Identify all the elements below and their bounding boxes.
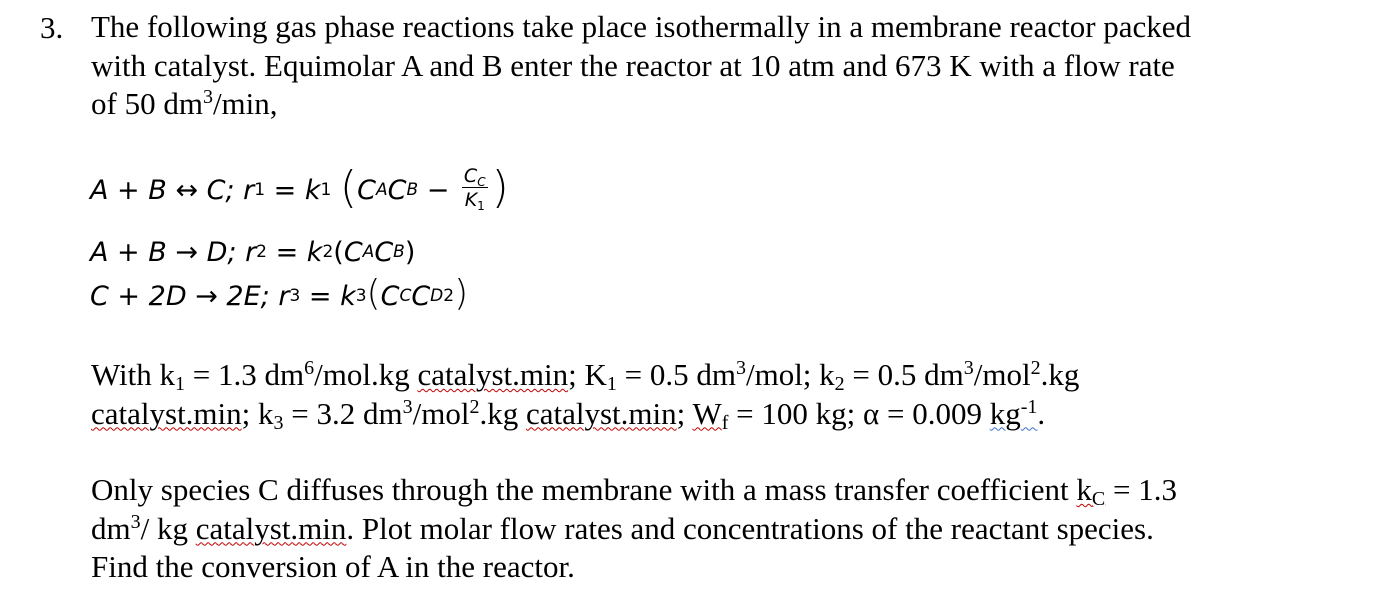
spellcheck-word: catalyst.min: [91, 395, 242, 431]
reaction-1: A + B ↔ C; r 1 = k 1 ( C A C B − $\frac{C_C}{K_1}$ ): [90, 162, 509, 213]
reaction-2: A + B → D; r 2 = k 2 ( C A C B ): [90, 236, 416, 268]
reaction-3: C + 2D → 2E; r 3 = k 3 ( C C C D 2 ): [90, 273, 469, 314]
spellcheck-word: kC: [1076, 472, 1106, 510]
parameters-line-1: With k1 = 1.3 $dm^6/mol.kg$ catalyst.min; K1 = 0.5 $dm^3$/mol; k2 = 0.5 $dm^3/mol^2.kg$: [91, 357, 1080, 395]
parameters-paragraph: [91, 356, 1079, 433]
task-line-3: Find the conversion of A in the reactor.: [91, 549, 575, 584]
kc-over-k1-fraction: $\frac{C_C}{K_1}$: [463, 165, 486, 213]
intro-line-2: with catalyst. Equimolar A and B enter the reactor at 10 atm and 673 K with a flow rate: [91, 47, 1175, 83]
task-line-2: $dm^3/$ kg catalyst.min. Plot molar flow rates and concentrations of the reactant species.: [91, 510, 1154, 546]
spellcheck-word: catalyst.min: [525, 395, 677, 431]
problem-number: 3.: [40, 10, 64, 45]
problem-intro: [91, 8, 1191, 124]
task-paragraph: [91, 471, 1177, 587]
spellcheck-word: catalyst.min: [195, 510, 347, 546]
spellcheck-word: Wf: [692, 395, 729, 434]
spellcheck-word: $kg^{-1}$: [989, 395, 1038, 431]
task-line-1: Only species C diffuses through the membrane with a mass transfer coefficient kC = 1.3: [91, 472, 1177, 510]
intro-line-1: The following gas phase reactions take place isothermally in a membrane reactor packed: [91, 9, 1192, 44]
intro-line-3: of 50 $dm^3/\min$,: [91, 86, 278, 121]
spellcheck-word: catalyst.min: [417, 357, 569, 392]
parameters-line-2: catalyst.min; k3 = 3.2 $dm^3/mol^2.kg$ catalyst.min; Wf = 100 kg; α = 0.009 $kg^{-1}$.: [91, 395, 1046, 434]
